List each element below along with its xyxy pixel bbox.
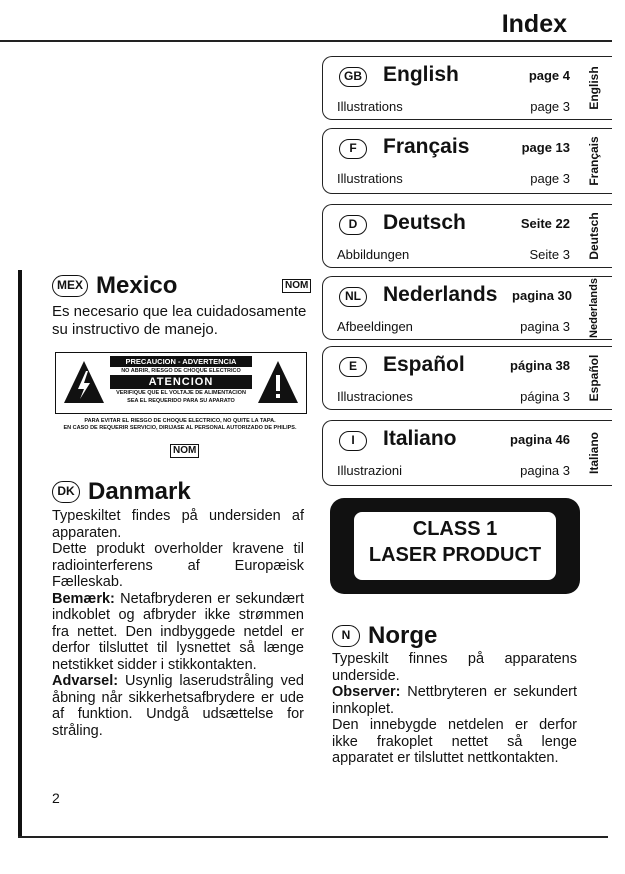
- warning-footer: [55, 418, 305, 432]
- page-ref: Seite 22: [520, 216, 570, 231]
- illustrations-page: página 3: [520, 389, 570, 404]
- page-ref: pagina 46: [510, 432, 570, 447]
- header-rule: [0, 40, 612, 42]
- bottom-rule: [18, 836, 608, 838]
- norge-text: [332, 651, 577, 767]
- mexico-heading: [52, 272, 177, 300]
- language-code-badge: I: [339, 431, 367, 451]
- illustrations-label: Illustrations: [337, 99, 403, 114]
- page-number: 2: [52, 790, 60, 806]
- language-name: Deutsch: [383, 211, 466, 234]
- tab-deutsch[interactable]: [322, 204, 612, 268]
- warning-line: SEA EL REQUERIDO PARA SU APARATO: [127, 398, 235, 404]
- side-label: Italiano: [587, 431, 601, 475]
- language-name: Italiano: [383, 427, 457, 450]
- paragraph-text: Netafbryderen er sekundært indkoblet og afbryder ikke strømmen fra nettet. Den indbyggede netdel er derfor tilsluttet til lysnettet så længe netstikket sidder i stikkontakten.: [52, 590, 304, 673]
- page-ref: page 4: [528, 68, 570, 83]
- paragraph: [332, 684, 577, 717]
- laser-class-label: [330, 498, 580, 594]
- tab-english[interactable]: [322, 56, 612, 120]
- page-ref: page 13: [521, 140, 570, 155]
- warning-foot-line: EN CASO DE REQUERIR SERVICIO, DIRIJASE AL PERSONAL AUTORIZADO DE PHILIPS.: [63, 425, 297, 431]
- section-title: Mexico: [96, 272, 178, 299]
- warning-header: PRECAUCION - ADVERTENCIA: [110, 356, 252, 367]
- warning-foot-line: PARA EVITAR EL RIESGO DE CHOQUE ELECTRICO, NO QUITE LA TAPA.: [84, 418, 276, 424]
- side-label: English: [587, 66, 601, 110]
- language-code-badge: D: [339, 215, 367, 235]
- language-code-badge: E: [339, 357, 367, 377]
- page-ref: página 38: [510, 358, 570, 373]
- side-label: Español: [587, 354, 601, 402]
- laser-line: LASER PRODUCT: [368, 544, 542, 566]
- illustrations-page: page 3: [530, 99, 570, 114]
- paragraph-text: Usynlig laserudstråling ved åbning når sikkerhetsafbrydere er ude af funktion. Undgå udsættelse for stråling.: [52, 673, 304, 739]
- left-margin-bar: [18, 270, 22, 838]
- tab-nederlands[interactable]: [322, 276, 612, 340]
- label-bold: Observer:: [332, 684, 401, 700]
- exclamation-warning-icon: [256, 359, 300, 405]
- section-title: Norge: [368, 622, 438, 649]
- language-name: English: [383, 63, 459, 86]
- language-code-badge: F: [339, 139, 367, 159]
- country-code-badge: N: [332, 625, 360, 647]
- paragraph: Dette produkt overholder kravene til radiointerferens af Europæisk Fælleskab.: [52, 541, 304, 590]
- language-name: Français: [383, 135, 470, 158]
- illustrations-page: page 3: [530, 171, 570, 186]
- page-ref: pagina 30: [512, 288, 572, 303]
- illustrations-page: Seite 3: [529, 247, 570, 262]
- side-label: Nederlands: [588, 278, 600, 338]
- illustrations-label: Abbildungen: [337, 247, 410, 262]
- paragraph: Den innebygde netdelen er derfor ikke frakoplet nettet så lenge apparatet er tilsluttet nettkontakten.: [332, 717, 577, 766]
- label-bold: Bemærk:: [52, 590, 115, 607]
- tab-italiano[interactable]: [322, 420, 612, 486]
- paragraph: Typeskiltet findes på undersiden af apparaten.: [52, 508, 304, 541]
- illustrations-page: pagina 3: [520, 463, 570, 478]
- danmark-heading: [52, 478, 191, 506]
- country-code-badge: DK: [52, 481, 80, 503]
- warning-label: [55, 352, 307, 414]
- illustrations-label: Illustraciones: [337, 389, 413, 404]
- language-name: Nederlands: [383, 283, 498, 306]
- section-title: Danmark: [88, 478, 191, 505]
- paragraph: [52, 591, 304, 674]
- language-code-badge: GB: [339, 67, 367, 87]
- tab-francais[interactable]: [322, 128, 612, 194]
- norge-heading: [332, 622, 437, 650]
- page-title: Index: [501, 10, 567, 38]
- label-bold: Advarsel:: [52, 673, 119, 689]
- illustrations-label: Afbeeldingen: [337, 319, 413, 334]
- side-label: Deutsch: [587, 212, 601, 260]
- warning-line: VERIFIQUE QUE EL VOLTAJE DE ALIMENTACION: [116, 390, 246, 396]
- laser-line: CLASS 1: [412, 518, 498, 540]
- mexico-text: Es necesario que lea cuidadosamente su instructivo de manejo.: [52, 303, 307, 338]
- illustrations-label: Illustrations: [337, 171, 403, 186]
- warning-line: NO ABRIR, RIESGO DE CHOQUE ELECTRICO: [121, 368, 241, 374]
- illustrations-label: Illustrazioni: [337, 463, 403, 478]
- electric-warning-icon: [62, 359, 106, 405]
- country-code-badge: MEX: [52, 275, 88, 297]
- illustrations-page: pagina 3: [520, 319, 570, 334]
- paragraph: Typeskilt finnes på apparatens underside.: [332, 651, 577, 684]
- language-name: Español: [383, 353, 465, 376]
- danmark-text: [52, 508, 304, 739]
- nom-mark: NOM: [170, 444, 199, 458]
- paragraph-text: Nettbryteren er sekundert innkoplet.: [332, 684, 577, 717]
- tab-espanol[interactable]: [322, 346, 612, 410]
- side-label: Français: [587, 136, 601, 186]
- paragraph: [52, 673, 304, 739]
- warning-atencion: ATENCION: [110, 375, 252, 389]
- nom-mark: NOM: [282, 279, 311, 293]
- language-code-badge: NL: [339, 287, 367, 307]
